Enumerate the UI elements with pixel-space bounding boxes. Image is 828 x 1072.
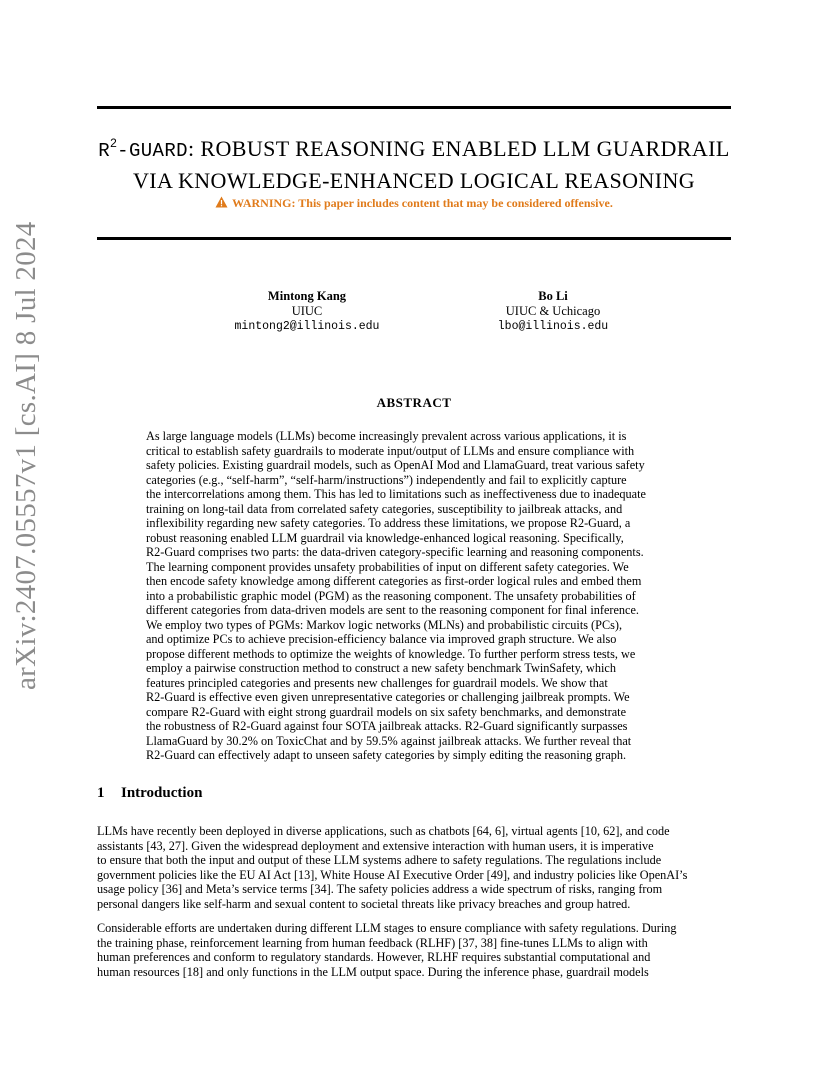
intro-paragraph-1 [97,824,731,911]
abstract-line: features principled categories and presents new challenges for guardrail models. We show that [146,675,608,690]
abstract-line: inflexibility regarding new safety categories. To address these limitations, we propose R2-Guard, a [146,516,631,530]
intro-paragraph-2 [97,921,731,979]
abstract-line: the intercorrelations among them. This has led to limitations such as ineffectiveness due to inadequate [146,487,646,501]
body-line: government policies like the EU AI Act [13], White House AI Executive Order [49], and industry policies like OpenAI’s [97,867,688,882]
title-line1-rest: : ROBUST REASONING ENABLED LLM GUARDRAIL [187,136,730,161]
author-email[interactable]: mintong2@illinois.edu [234,320,380,333]
author-name: Bo Li [538,289,568,303]
body-line: usage policy [36] and Meta’s service terms [34]. The safety policies address a wide spectrum of risks, ranging from [97,882,663,896]
title-line-1 [97,128,731,166]
abstract-line: R2-Guard is effective even given unrepresentative categories or challenging jailbreak prompts. We [146,690,630,704]
abstract-line: The learning component provides unsafety probabilities of input on different safety categories. We [146,559,629,574]
author-affiliation: UIUC & Uchicago [505,304,601,318]
body-line: Considerable efforts are undertaken during different LLM stages to ensure compliance with safety regulations. During [97,921,677,935]
section-heading-introduction [97,785,202,802]
abstract-line: As large language models (LLMs) become increasingly prevalent across various applications, it is [146,429,627,443]
title-sup: 2 [110,136,118,150]
body-line: the training phase, reinforcement learning from human feedback (RLHF) [37, 38] fine-tunes LLMs to align with [97,935,648,950]
title-rule-bottom [97,237,731,240]
abstract-heading: ABSTRACT [376,395,452,410]
warning-text: WARNING: This paper includes content that may be considered offensive. [232,196,613,210]
abstract-line: and optimize PCs to achieve precision-efficiency balance via improved graph structure. We also [146,632,617,646]
body-line: assistants [43, 27]. Given the widespread deployment and extensive interaction with human users, it is imperative [97,838,654,853]
body-line: human preferences and conform to regulatory standards. However, RLHF requires substantial computational and [97,950,651,964]
body-line: LLMs have recently been deployed in diverse applications, such as chatbots [64, 6], virtual agents [10, 62], and code [97,824,670,838]
section-number: 1 [97,785,105,801]
author-name: Mintong Kang [267,289,347,303]
abstract-line: employ a pairwise construction method to construct a new safety benchmark TwinSafety, which [146,661,616,675]
abstract-line: different categories from data-driven models are sent to the reasoning component for final inference. [146,603,639,617]
body-line: to ensure that both the input and output of these LLM systems adhere to safety regulations. The regulations include [97,853,662,867]
warning-icon [215,196,228,212]
abstract-line: R2-Guard can effectively adapt to unseen safety categories by simply editing the reasoning graph. [146,748,627,762]
author-email[interactable]: lbo@illinois.edu [497,320,609,333]
arxiv-margin-stamp: arXiv:2407.05557v1 [cs.AI] 8 Jul 2024 [10,221,42,690]
author-1 [207,289,407,334]
title-r2: R [98,140,111,162]
abstract-line: safety policies. Existing guardrail models, such as OpenAI Mod and LlamaGuard, treat various safety [146,458,645,472]
title-rule-top [97,106,731,109]
abstract-line: then encode safety knowledge among different categories as first-order logical rules and embed them [146,574,642,588]
title-guard: -GUARD [117,140,188,162]
abstract-body [146,429,682,763]
author-affiliation: UIUC [291,304,323,318]
abstract-line: robust reasoning enabled LLM guardrail via knowledge-enhanced logical reasoning. Specifically, [146,530,624,545]
abstract-line: We employ two types of PGMs: Markov logic networks (MLNs) and probabilistic circuits (PCs), [146,617,623,632]
section-title: Introduction [121,785,203,801]
abstract-line: R2-Guard comprises two parts: the data-driven category-specific learning and reasoning components. [146,545,644,559]
title-line-2: VIA KNOWLEDGE-ENHANCED LOGICAL REASONING [132,168,696,193]
abstract-line: categories (e.g., “self-harm”, “self-harm/instructions”) independently and fail to explicitly capture [146,472,627,487]
abstract-line: critical to establish safety guardrails to moderate input/output of LLMs and ensure compliance with [146,443,635,458]
abstract-line: LlamaGuard by 30.2% on ToxicChat and by 59.5% against jailbreak attacks. We further reveal that [146,733,632,748]
abstract-line: into a probabilistic graphic model (PGM) as the reasoning component. The unsafety probabilities of [146,588,636,603]
body-line: personal dangers like self-harm and sexual content to societal threats like privacy breaches and group hatred. [97,896,631,911]
abstract-line: compare R2-Guard with eight strong guardrail models on six safety benchmarks, and demonstrate [146,704,627,719]
content-warning [97,196,731,212]
body-line: human resources [18] and only functions in the LLM output space. During the inference phase, guardrail models [97,964,649,979]
abstract-line: training on long-tail data from correlated safety categories, susceptibility to jailbreak attacks, and [146,501,623,516]
author-2 [453,289,653,334]
abstract-line: propose different methods to optimize the weights of knowledge. To further perform stress tests, we [146,646,636,661]
abstract-line: the robustness of R2-Guard against four SOTA jailbreak attacks. R2-Guard significantly surpasses [146,719,628,733]
paper-title [97,128,731,196]
